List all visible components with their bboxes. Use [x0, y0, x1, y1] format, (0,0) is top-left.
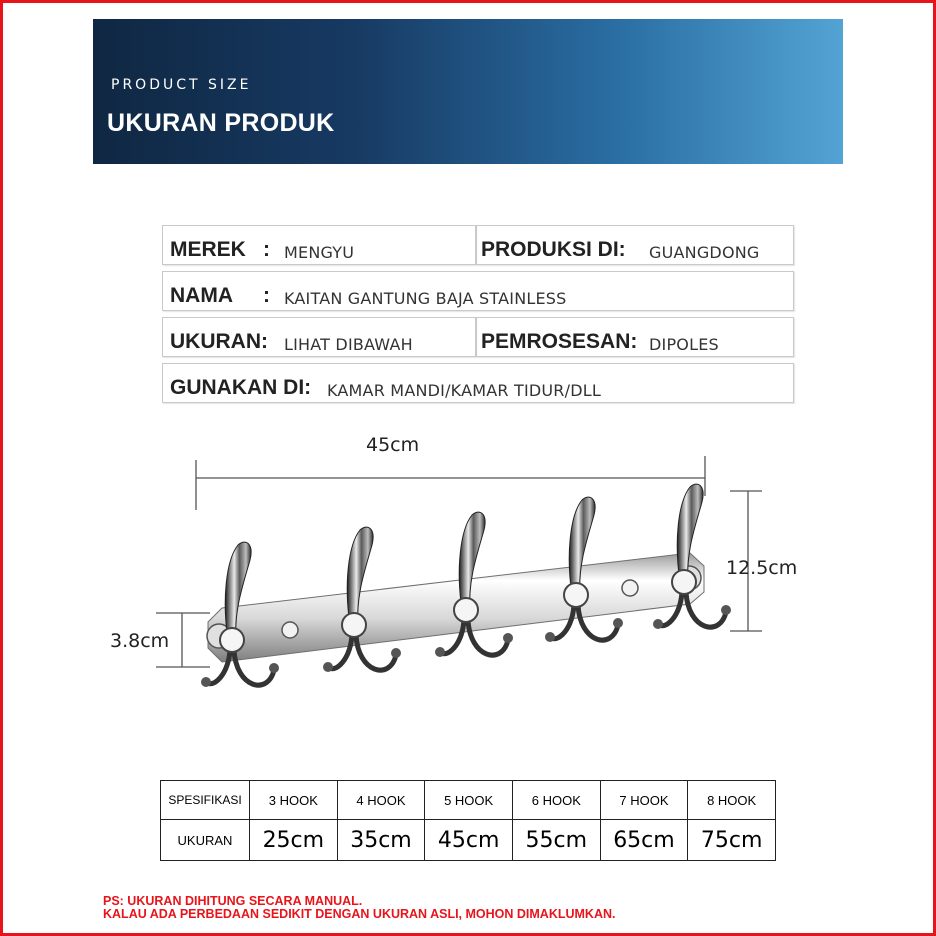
use-key: GUNAKAN DI: [170, 376, 312, 399]
use-value: KAMAR MANDI/KAMAR TIDUR/DLL [327, 381, 601, 400]
name-colon: : [263, 284, 270, 307]
size-value-cell: 35cm [337, 820, 425, 861]
brand-value: MENGYU [284, 243, 355, 262]
size-table [160, 780, 776, 861]
width-label: 45cm [366, 434, 420, 456]
name-value: KAITAN GANTUNG BAJA STAINLESS [284, 289, 567, 308]
screw-icon [622, 580, 638, 596]
origin-value: GUANGDONG [649, 243, 760, 262]
size-value-cell: 65cm [600, 820, 688, 861]
note-line-2: KALAU ADA PERBEDAAN SEDIKIT DENGAN UKURAN ASLI, MOHON DIMAKLUMKAN. [103, 907, 616, 921]
size-key: UKURAN: [170, 330, 268, 353]
hook-count-cell: 3 HOOK [250, 781, 338, 820]
brand-colon: : [263, 238, 270, 261]
note-line-1: PS: UKURAN DIHITUNG SECARA MANUAL. [103, 894, 363, 908]
hook-count-cell: 7 HOOK [600, 781, 688, 820]
hook-count-cell: 8 HOOK [688, 781, 776, 820]
size-value-cell: 75cm [688, 820, 776, 861]
name-key: NAMA [170, 284, 233, 307]
screw-icon [282, 622, 298, 638]
size-table-value-row [161, 820, 776, 861]
size-value-cell: 45cm [425, 820, 513, 861]
width-dimension-line [196, 456, 705, 510]
hook-count-cell: 6 HOOK [512, 781, 600, 820]
size-table-header-row [161, 781, 776, 820]
banner-subtitle: PRODUCT SIZE [111, 77, 252, 93]
spec-header-cell: SPESIFIKASI [161, 781, 250, 820]
process-value: DIPOLES [649, 335, 719, 354]
banner-title: UKURAN PRODUK [107, 109, 335, 137]
bar-height-label: 3.8cm [110, 630, 170, 652]
process-key: PEMROSESAN: [481, 330, 638, 353]
size-value: LIHAT DIBAWAH [284, 335, 413, 354]
size-value-cell: 25cm [250, 820, 338, 861]
size-value-cell: 55cm [512, 820, 600, 861]
hook-count-cell: 4 HOOK [337, 781, 425, 820]
height-label: 12.5cm [726, 557, 798, 579]
hook-count-cell: 5 HOOK [425, 781, 513, 820]
origin-key: PRODUKSI DI: [481, 238, 626, 261]
brand-key: MEREK [170, 238, 246, 261]
size-row-label: UKURAN [161, 820, 250, 861]
